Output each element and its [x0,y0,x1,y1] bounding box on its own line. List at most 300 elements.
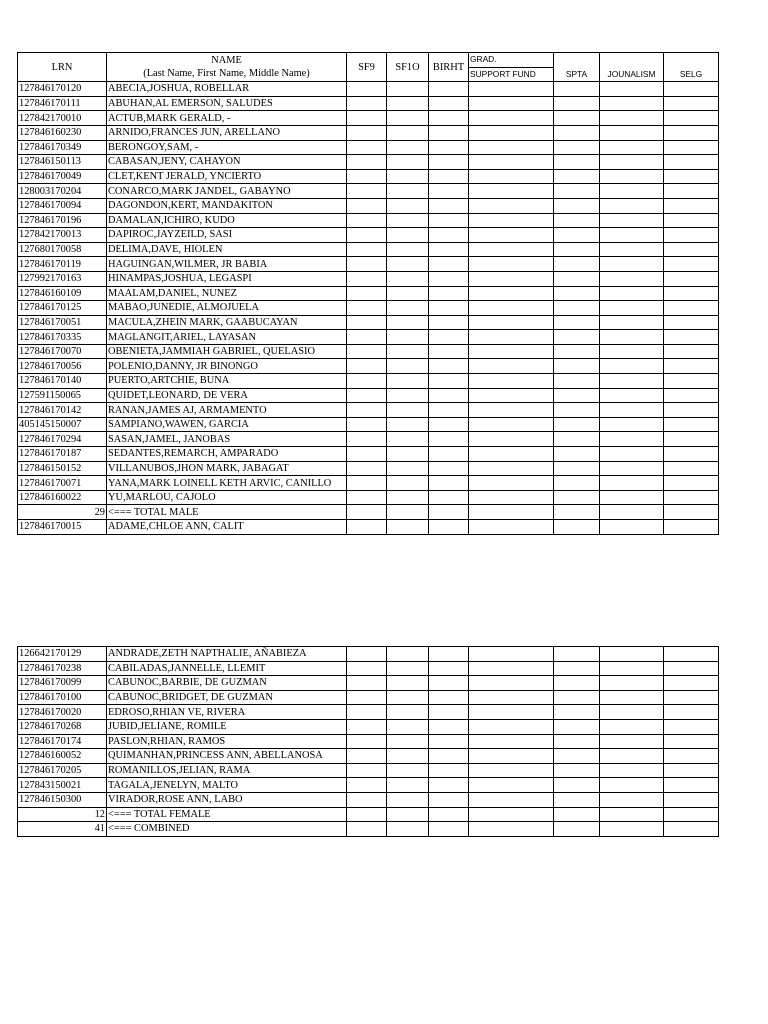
table-row [18,647,719,662]
empty-cell [469,169,554,184]
empty-cell [469,257,554,272]
lrn-cell: 127846170142 [18,403,107,418]
empty-cell [469,82,554,97]
empty-cell [347,476,387,491]
empty-cell [429,155,469,170]
empty-cell [429,661,469,676]
empty-cell [429,125,469,140]
empty-cell [554,82,600,97]
table-row [18,242,719,257]
name-cell: HAGUINGAN,WILMER, JR BABIA [107,257,347,272]
lrn-cell: 127846170268 [18,719,107,734]
empty-cell [387,676,429,691]
empty-cell [429,490,469,505]
header-jounalism: JOUNALISM [600,53,664,82]
empty-cell [600,417,664,432]
empty-cell [554,315,600,330]
empty-cell [429,169,469,184]
lrn-cell: 127842170013 [18,228,107,243]
empty-cell [600,228,664,243]
header-sf9: SF9 [347,53,387,82]
empty-cell [429,447,469,462]
empty-cell [347,490,387,505]
empty-cell [664,749,719,764]
name-cell: ABECIA,JOSHUA, ROBELLAR [107,82,347,97]
empty-cell [387,447,429,462]
name-cell: BERONGOY,SAM, - [107,140,347,155]
lrn-cell: 127846170070 [18,344,107,359]
lrn-cell: 127846170349 [18,140,107,155]
lrn-cell: 127846170125 [18,301,107,316]
table-row [18,213,719,228]
empty-cell [347,792,387,807]
empty-cell [387,690,429,705]
empty-cell [469,271,554,286]
name-cell: SAMPIANO,WAWEN, GARCIA [107,417,347,432]
empty-cell [347,676,387,691]
empty-cell [347,374,387,389]
total-male-label: <=== TOTAL MALE [107,505,347,520]
combined-count: 41 [18,822,107,837]
lrn-cell: 127846170174 [18,734,107,749]
empty-cell [347,749,387,764]
empty-cell [347,432,387,447]
table-row [18,388,719,403]
empty-cell [554,169,600,184]
empty-cell [469,184,554,199]
empty-cell [554,213,600,228]
empty-cell [469,676,554,691]
empty-cell [469,242,554,257]
table-row [18,403,719,418]
empty-cell [554,257,600,272]
empty-cell [664,140,719,155]
empty-cell [600,82,664,97]
empty-cell [600,763,664,778]
name-cell: CABASAN,JENY, CAHAYON [107,155,347,170]
empty-cell [554,198,600,213]
lrn-cell: 127846170099 [18,676,107,691]
name-cell: PUERTO,ARTCHIE, BUNA [107,374,347,389]
total-male-row [18,505,719,520]
empty-cell [429,719,469,734]
empty-cell [469,111,554,126]
female-summary [18,807,719,836]
table-row [18,315,719,330]
empty-cell [664,661,719,676]
empty-cell [554,286,600,301]
empty-cell [429,344,469,359]
empty-cell [600,447,664,462]
lrn-cell: 127843150021 [18,778,107,793]
empty-cell [429,301,469,316]
empty-cell [387,82,429,97]
name-cell: ROMANILLOS,JELIAN, RAMA [107,763,347,778]
table-row [18,228,719,243]
empty-cell [664,778,719,793]
empty-cell [387,330,429,345]
lrn-cell: 127846150300 [18,792,107,807]
empty-cell [600,315,664,330]
table-row [18,330,719,345]
lrn-cell: 127846170100 [18,690,107,705]
empty-cell [387,432,429,447]
empty-cell [347,734,387,749]
empty-cell [600,96,664,111]
table-row [18,763,719,778]
empty-cell [387,763,429,778]
empty-cell [429,749,469,764]
empty-cell [664,374,719,389]
empty-cell [429,359,469,374]
table-row [18,734,719,749]
empty-cell [429,432,469,447]
empty-cell [554,344,600,359]
empty-cell [469,778,554,793]
empty-cell [664,228,719,243]
empty-cell [347,344,387,359]
empty-cell [347,286,387,301]
table-row [18,344,719,359]
table-row [18,82,719,97]
empty-cell [387,96,429,111]
lrn-cell: 405145150007 [18,417,107,432]
empty-cell [387,184,429,199]
empty-cell [387,490,429,505]
empty-cell [347,447,387,462]
empty-cell [554,476,600,491]
empty-cell [387,286,429,301]
name-cell: ADAME,CHLOE ANN, CALIT [107,520,347,535]
lrn-cell: 128003170204 [18,184,107,199]
empty-cell [600,374,664,389]
empty-cell [469,198,554,213]
empty-cell [347,242,387,257]
empty-cell [664,330,719,345]
empty-cell [664,257,719,272]
lrn-cell: 127846170111 [18,96,107,111]
empty-cell [347,315,387,330]
lrn-cell: 127846170119 [18,257,107,272]
empty-cell [554,778,600,793]
empty-cell [469,213,554,228]
name-cell: QUIDET,LEONARD, DE VERA [107,388,347,403]
table-row [18,461,719,476]
empty-cell [600,403,664,418]
table-row [18,184,719,199]
lrn-cell: 127680170058 [18,242,107,257]
empty-cell [429,184,469,199]
empty-cell [554,111,600,126]
lrn-cell: 127846170335 [18,330,107,345]
name-cell: VIRADOR,ROSE ANN, LABO [107,792,347,807]
header-support-fund: SUPPORT FUND [469,67,554,82]
empty-cell [554,676,600,691]
lrn-cell: 127846170238 [18,661,107,676]
empty-cell [387,705,429,720]
empty-cell [429,330,469,345]
empty-cell [469,647,554,662]
empty-cell [387,271,429,286]
header-lrn: LRN [18,53,107,82]
empty-cell [600,778,664,793]
table-row [18,359,719,374]
empty-cell [600,271,664,286]
empty-cell [469,388,554,403]
lrn-cell: 127846170020 [18,705,107,720]
empty-cell [429,388,469,403]
name-cell: DAPIROC,JAYZEILD, SASI [107,228,347,243]
empty-cell [469,286,554,301]
name-cell: MAALAM,DANIEL, NUNEZ [107,286,347,301]
table-row [18,432,719,447]
empty-cell [600,111,664,126]
lrn-cell: 127846170056 [18,359,107,374]
name-cell: MAGLANGIT,ARIEL, LAYASAN [107,330,347,345]
empty-cell [469,228,554,243]
empty-cell [600,676,664,691]
table-row [18,301,719,316]
empty-cell [469,374,554,389]
table-row [18,155,719,170]
empty-cell [664,155,719,170]
empty-cell [554,155,600,170]
lrn-cell: 127846170196 [18,213,107,228]
empty-cell [600,647,664,662]
female-rows [18,647,719,808]
empty-cell [469,140,554,155]
empty-cell [554,301,600,316]
empty-cell [347,155,387,170]
empty-cell [429,96,469,111]
empty-cell [347,257,387,272]
lrn-cell: 127846170049 [18,169,107,184]
header-sf10: SF1O [387,53,429,82]
table-row [18,749,719,764]
empty-cell [387,315,429,330]
empty-cell [429,82,469,97]
table-row [18,778,719,793]
male-summary [18,505,719,534]
empty-cell [554,447,600,462]
empty-cell [664,96,719,111]
name-cell: CABUNOC,BRIDGET, DE GUZMAN [107,690,347,705]
empty-cell [554,461,600,476]
name-cell: RANAN,JAMES AJ, ARMAMENTO [107,403,347,418]
empty-cell [469,432,554,447]
empty-cell [429,198,469,213]
empty-cell [664,286,719,301]
empty-cell [554,417,600,432]
table-row [18,96,719,111]
empty-cell [664,184,719,199]
empty-cell [469,749,554,764]
table-row [18,271,719,286]
name-cell: CABUNOC,BARBIE, DE GUZMAN [107,676,347,691]
empty-cell [347,690,387,705]
empty-cell [600,330,664,345]
lrn-cell: 127846170205 [18,763,107,778]
empty-cell [429,461,469,476]
empty-cell [664,403,719,418]
empty-cell [600,705,664,720]
empty-cell [554,763,600,778]
empty-cell [600,140,664,155]
roster-table-lower [17,646,719,837]
empty-cell [429,763,469,778]
empty-cell [664,676,719,691]
empty-cell [554,647,600,662]
empty-cell [554,734,600,749]
empty-cell [347,82,387,97]
empty-cell [600,749,664,764]
table-row [18,140,719,155]
empty-cell [429,778,469,793]
empty-cell [600,213,664,228]
table-row [18,676,719,691]
empty-cell [469,734,554,749]
empty-cell [600,301,664,316]
empty-cell [469,155,554,170]
empty-cell [600,490,664,505]
lrn-cell: 127846170187 [18,447,107,462]
name-cell: CLET,KENT JERALD, YNCIERTO [107,169,347,184]
empty-cell [387,125,429,140]
empty-cell [347,330,387,345]
name-cell: DELIMA,DAVE, HIOLEN [107,242,347,257]
empty-cell [664,198,719,213]
name-cell: ABUHAN,AL EMERSON, SALUDES [107,96,347,111]
empty-cell [664,301,719,316]
empty-cell [469,447,554,462]
empty-cell [429,257,469,272]
header-name-subtitle: (Last Name, First Name, Middle Name) [143,68,310,80]
name-cell: MACULA,ZHEIN MARK, GAABUCAYAN [107,315,347,330]
empty-cell [664,432,719,447]
combined-row [18,822,719,837]
empty-cell [387,374,429,389]
empty-cell [664,169,719,184]
empty-cell [600,169,664,184]
empty-cell [429,476,469,491]
male-rows [18,82,719,505]
empty-cell [387,344,429,359]
empty-cell [387,647,429,662]
name-cell: MABAO,JUNEDIE, ALMOJUELA [107,301,347,316]
name-cell: CONARCO,MARK JANDEL, GABAYNO [107,184,347,199]
total-female-count: 12 [18,807,107,822]
empty-cell [347,111,387,126]
empty-cell [429,792,469,807]
name-cell: SASAN,JAMEL, JANOBAS [107,432,347,447]
empty-cell [347,228,387,243]
lrn-cell: 127992170163 [18,271,107,286]
empty-cell [600,461,664,476]
empty-cell [664,82,719,97]
empty-cell [429,315,469,330]
empty-cell [600,257,664,272]
empty-cell [429,417,469,432]
empty-cell [347,140,387,155]
empty-cell [387,257,429,272]
empty-cell [664,388,719,403]
empty-cell [347,388,387,403]
empty-cell [429,734,469,749]
empty-cell [554,432,600,447]
empty-cell [387,778,429,793]
header-selg: SELG [664,53,719,82]
empty-cell [664,792,719,807]
empty-cell [600,388,664,403]
name-cell: YANA,MARK LOINELL KETH ARVIC, CANILLO [107,476,347,491]
empty-cell [429,676,469,691]
empty-cell [554,719,600,734]
header-name-title: NAME [211,55,242,67]
empty-cell [347,359,387,374]
empty-cell [387,403,429,418]
lrn-cell: 127846160022 [18,490,107,505]
empty-cell [554,705,600,720]
empty-cell [664,461,719,476]
empty-cell [469,125,554,140]
empty-cell [347,403,387,418]
empty-cell [469,690,554,705]
lrn-cell: 127846170051 [18,315,107,330]
empty-cell [387,169,429,184]
empty-cell [429,690,469,705]
empty-cell [554,359,600,374]
empty-cell [600,476,664,491]
empty-cell [469,661,554,676]
empty-cell [387,661,429,676]
empty-cell [387,213,429,228]
empty-cell [387,198,429,213]
empty-cell [347,96,387,111]
lrn-cell: 127846160052 [18,749,107,764]
empty-cell [469,792,554,807]
name-cell: POLENIO,DANNY, JR BINONGO [107,359,347,374]
empty-cell [664,213,719,228]
empty-cell [664,344,719,359]
empty-cell [554,661,600,676]
table-row [18,447,719,462]
empty-cell [664,719,719,734]
name-cell: ACTUB,MARK GERALD, - [107,111,347,126]
lrn-cell: 127846150152 [18,461,107,476]
empty-cell [387,155,429,170]
lrn-cell: 127846170094 [18,198,107,213]
empty-cell [429,705,469,720]
total-female-label: <=== TOTAL FEMALE [107,807,347,822]
empty-cell [554,388,600,403]
empty-cell [664,734,719,749]
name-cell: QUIMANHAN,PRINCESS ANN, ABELLANOSA [107,749,347,764]
name-cell: ARNIDO,FRANCES JUN, ARELLANO [107,125,347,140]
empty-cell [387,734,429,749]
empty-cell [387,417,429,432]
empty-cell [387,461,429,476]
name-cell: CABILADAS,JANNELLE, LLEMIT [107,661,347,676]
table-row [18,374,719,389]
empty-cell [469,403,554,418]
empty-cell [347,198,387,213]
empty-cell [664,417,719,432]
empty-cell [554,228,600,243]
empty-cell [469,490,554,505]
lrn-cell: 127846170015 [18,520,107,535]
empty-cell [554,330,600,345]
empty-cell [664,125,719,140]
